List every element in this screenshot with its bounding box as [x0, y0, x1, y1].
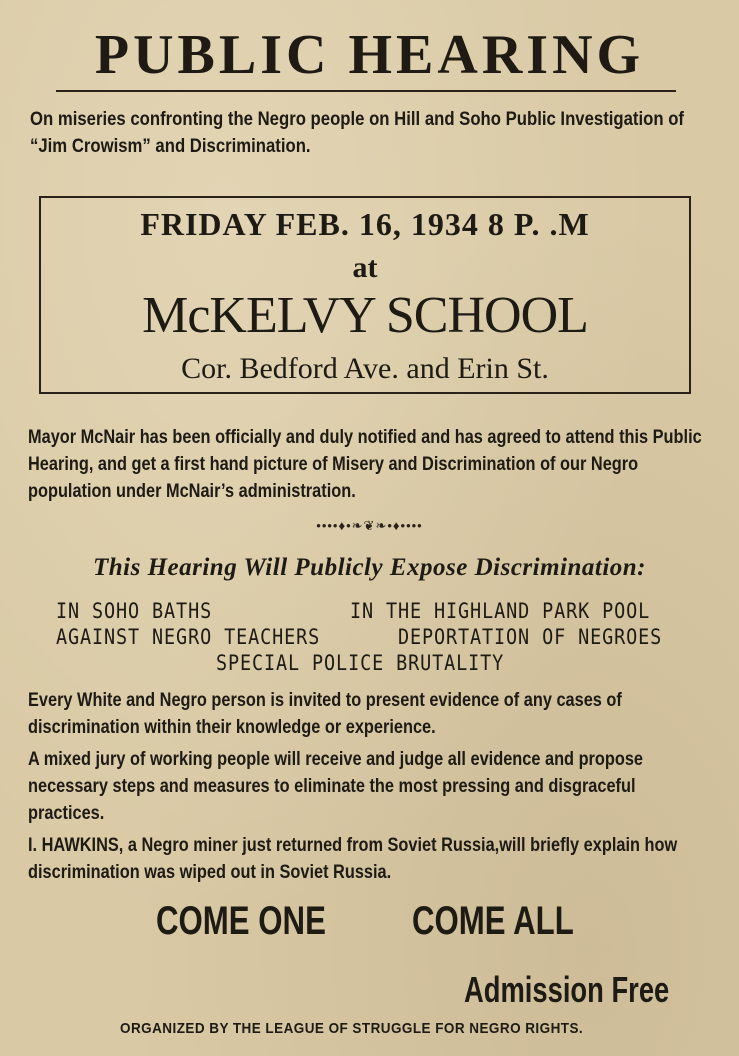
expose-item: IN SOHO BATHS [56, 599, 213, 623]
expose-item: AGAINST NEGRO TEACHERS [56, 625, 321, 649]
hawkins-paragraph: I. HAWKINS, a Negro miner just returned from Soviet Russia,will briefly explain how discrimination was wiped out in Soviet Russia. [28, 835, 678, 883]
title-underline [56, 90, 676, 92]
slogan-come-one: COME ONE [156, 899, 326, 943]
event-date: FRIDAY FEB. 16, 1934 8 P. .M [140, 206, 590, 242]
invite-paragraph: Every White and Negro person is invited to present evidence of any cases of discrimination within their knowledge or experience. [28, 690, 622, 738]
mayor-paragraph: Mayor McNair has been officially and duly notified and has agreed to attend this Public Hearing, and get a first hand picture of Misery and Discrimination of our Negro population under McNair’s administration. [28, 427, 702, 502]
expose-item: DEPORTATION OF NEGROES [398, 625, 663, 649]
slogan-come-all: COME ALL [412, 899, 574, 943]
admission-free: Admission Free [464, 969, 670, 1010]
page-title: PUBLIC HEARING [94, 24, 645, 86]
expose-heading: This Hearing Will Publicly Expose Discrimination: [92, 554, 647, 581]
jury-paragraph: A mixed jury of working people will receive and judge all evidence and propose necessary steps and measures to eliminate the most pressing and disgraceful practices. [28, 749, 644, 824]
ornament-divider: ••••♦•❧❦❧•♦•••• [316, 518, 423, 533]
organizer-line: ORGANIZED BY THE LEAGUE OF STRUGGLE FOR NEGRO RIGHTS. [120, 1020, 584, 1037]
event-at: at [352, 251, 378, 284]
event-address: Cor. Bedford Ave. and Erin St. [181, 352, 549, 385]
subtitle: On miseries confronting the Negro people on Hill and Soho Public Investigation of “Jim Crowism” and Discrimination. [30, 109, 684, 157]
event-box [39, 196, 691, 394]
expose-item: SPECIAL POLICE BRUTALITY [216, 651, 505, 675]
event-venue: McKELVY SCHOOL [142, 287, 588, 344]
expose-item: IN THE HIGHLAND PARK POOL [350, 599, 651, 623]
